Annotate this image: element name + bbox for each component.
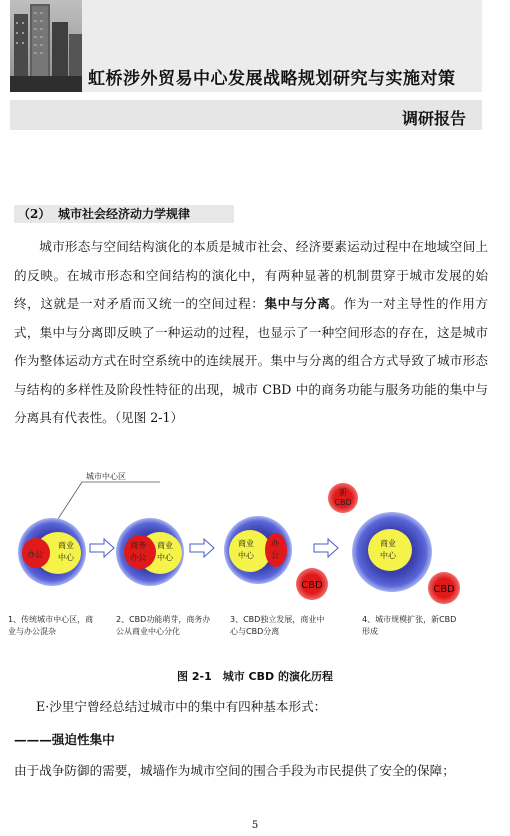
paragraph-part1: 城市形态与空间结构演化的本质是城市社会、经济要素运动过程中在地域空间上的反映。在城市形态和空间结构的演化中，有两种显著的机制贯穿于城市发展的始终，这就是一对矛盾而又统一的空间过程： — [14, 239, 488, 311]
commerce-label-2b: 中心 — [157, 553, 173, 562]
commerce-label-4a: 商业 — [380, 539, 396, 548]
commerce-label-1a: 商业 — [58, 541, 74, 550]
stage-caption-3b: 心与CBD分离 — [230, 627, 280, 636]
arrow-icon — [190, 539, 214, 557]
body-paragraph — [14, 233, 488, 433]
commerce-label-4b: 中心 — [380, 551, 396, 560]
new-cbd-label-a: 新 — [339, 488, 347, 497]
stage-caption-2b: 公从商业中心分化 — [116, 627, 180, 636]
report-title: 虹桥涉外贸易中心发展战略规划研究与实施对策 — [88, 69, 456, 89]
stage-2 — [116, 518, 184, 586]
stage-caption-2a: 2、CBD功能萌芽，商务办 — [116, 615, 211, 624]
building-photo — [10, 0, 82, 92]
commerce-label-3b: 中心 — [238, 551, 254, 560]
arrow-icon — [314, 539, 338, 557]
paragraph-part2: 。作为一对主导性的作用方式，集中与分离即反映了一种运动的过程，也显示了一种空间形态的存在，这是城市作为整体运动方式在时空系统中的连续展开。集中与分离的组合方式导致了城市形态与结构的多样性及阶段性特征的出现，城市 CBD 中的商务功能与服务功能的集中与分离具有代表性。（见图 2-1） — [14, 296, 489, 425]
page-number: 5 — [251, 820, 259, 831]
stage-caption-3a: 3、CBD独立发展，商业中 — [230, 615, 325, 624]
cbd-label-3: CBD — [301, 580, 323, 591]
business-office-label-a: 商务 — [130, 541, 146, 550]
stage-caption-4a: 4、城市规模扩张，新CBD — [362, 615, 457, 624]
paragraph-emphasis: 集中与分离 — [264, 296, 331, 311]
stage-4 — [328, 483, 460, 604]
office-vertical-b: 公 — [271, 551, 279, 560]
commerce-label-1b: 中心 — [58, 553, 74, 562]
stage-1 — [18, 518, 86, 586]
defense-sentence: 由于战争防御的需要，城墙作为城市空间的围合手段为市民提供了安全的保障； — [14, 763, 455, 778]
office-vertical-a: 办 — [271, 539, 279, 548]
arrow-icon — [90, 539, 114, 557]
cbd-evolution-diagram — [0, 468, 510, 648]
figure-caption: 图 2-1 城市 CBD 的演化历程 — [177, 670, 333, 683]
stage-3 — [224, 516, 328, 600]
commerce-label-3a: 商业 — [238, 539, 254, 548]
section-number: （2） — [18, 207, 51, 221]
office-label: 办公 — [27, 550, 43, 559]
saarinen-sentence: E·沙里宁曾经总结过城市中的集中有四种基本形式： — [36, 699, 327, 714]
section-title: 城市社会经济动力学规律 — [58, 207, 191, 221]
callout-label: 城市中心区 — [86, 472, 126, 481]
stage-caption-4b: 形成 — [362, 627, 378, 636]
new-cbd-label-b: CBD — [334, 498, 352, 507]
stage-caption-1a: 1、传统城市中心区，商 — [8, 615, 94, 624]
commerce-label-2a: 商业 — [157, 541, 173, 550]
cbd-label-4: CBD — [433, 584, 455, 595]
forced-concentration-heading: ———强迫性集中 — [14, 732, 115, 747]
stage-caption-1b: 业与办公混杂 — [8, 627, 56, 636]
report-subtitle: 调研报告 — [401, 109, 466, 128]
business-office-label-b: 办公 — [130, 553, 146, 562]
callout-pointer — [56, 482, 82, 522]
